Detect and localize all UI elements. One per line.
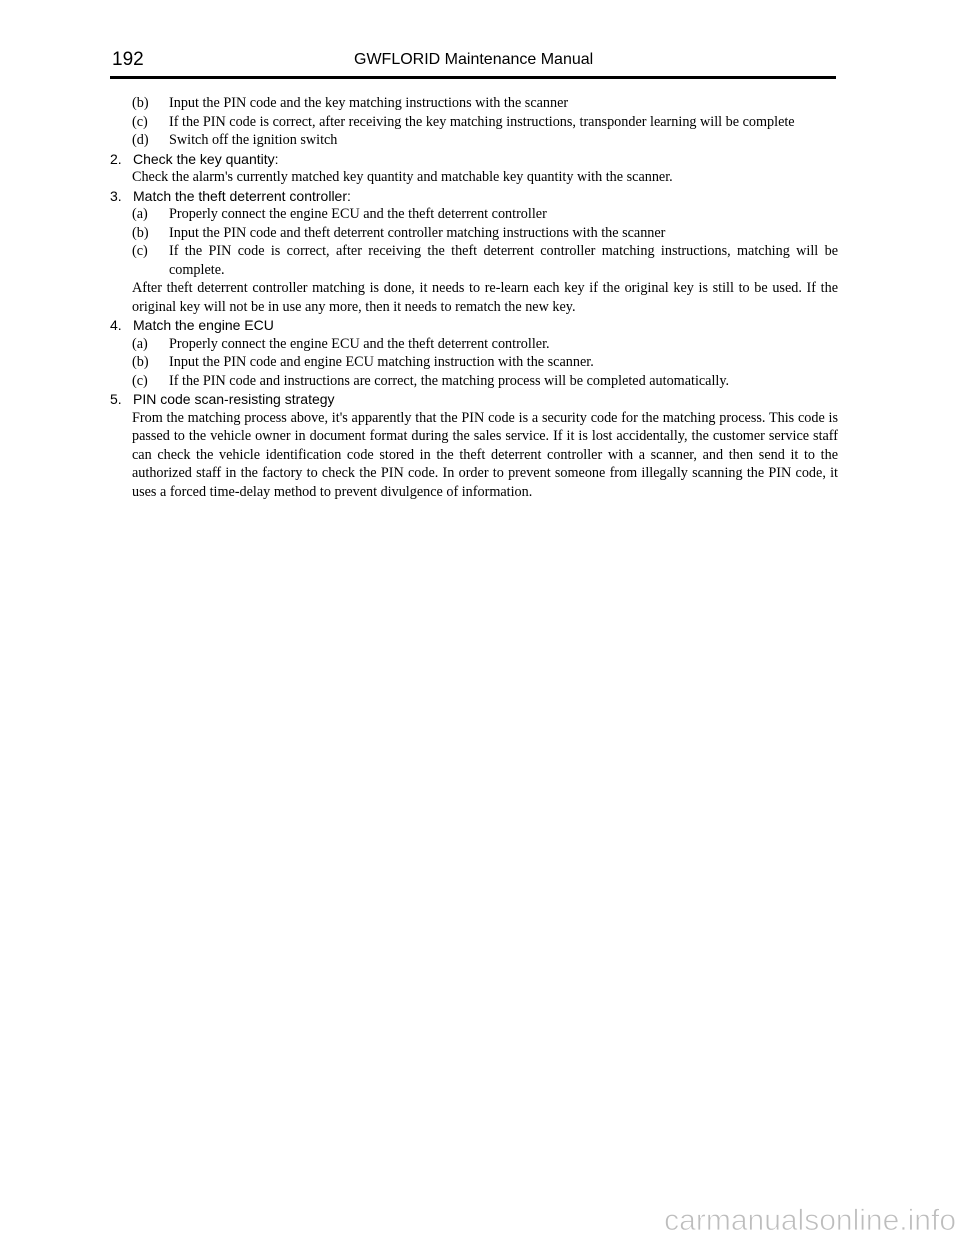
- section-number: 2.: [110, 150, 122, 167]
- section-number: 4.: [110, 317, 122, 333]
- page-number: 192: [112, 49, 144, 70]
- list-item-label: (c): [132, 243, 148, 259]
- list-item-text: If the PIN code is correct, after receiving the theft deterrent controller matching instructions, matching will be complete.: [169, 243, 838, 278]
- list-item-text: If the PIN code is correct, after receiving the key matching instructions, transponder learning will be complete: [169, 113, 795, 130]
- list-item-label: (c): [132, 113, 148, 130]
- list-item: [110, 205, 838, 224]
- list-item-label: (a): [132, 206, 148, 222]
- list-item-text: Input the PIN code and engine ECU matching instruction with the scanner.: [169, 354, 594, 370]
- list-item-label: (b): [132, 95, 149, 111]
- page-header: [110, 48, 836, 79]
- section-note: After theft deterrent controller matching is done, it needs to re-learn each key if the original key is still to be used. If the original key will not be in use any more, then it needs to rematch the new key.: [132, 280, 838, 315]
- section-title: Check the key quantity:: [133, 150, 279, 167]
- list-item: [110, 242, 838, 279]
- list-item: [110, 372, 838, 391]
- list-item-text: Input the PIN code and theft deterrent controller matching instructions with the scanner: [169, 224, 666, 241]
- list-item-text: Properly connect the engine ECU and the theft deterrent controller.: [169, 335, 550, 352]
- list-item-label: (b): [132, 224, 149, 241]
- list-item-label: (c): [132, 372, 148, 389]
- section-number: 5.: [110, 391, 122, 407]
- list-item: [110, 131, 838, 150]
- section-title: Match the theft deterrent controller:: [133, 187, 351, 204]
- section-heading: [110, 150, 838, 169]
- section-heading: [110, 316, 838, 335]
- list-item: [110, 94, 838, 113]
- list-item-text: If the PIN code and instructions are correct, the matching process will be completed automatically.: [169, 372, 730, 389]
- list-item: [110, 335, 838, 354]
- section-paragraph: From the matching process above, it's apparently that the PIN code is a security code for the matching process. This code is passed to the vehicle owner in document format during the sales service. If it is lost accidentally, the customer service staff can check the vehicle identification code stored in the theft deterrent controller with a scanner, and then send it to the authorized staff in the factory to check the PIN code. In order to prevent someone from illegally scanning the PIN code, it uses a forced time-delay method to prevent divulgence of information.: [132, 409, 838, 500]
- section-title: PIN code scan-resisting strategy: [133, 391, 335, 407]
- list-item: [110, 113, 838, 132]
- section-title: Match the engine ECU: [133, 317, 274, 333]
- page-content: [110, 94, 838, 501]
- list-item: [110, 353, 838, 372]
- section-heading: [110, 390, 838, 409]
- list-item-label: (a): [132, 335, 148, 352]
- list-item: [110, 224, 838, 243]
- list-item-text: Switch off the ignition switch: [169, 132, 338, 148]
- manual-title: GWFLORID Maintenance Manual: [354, 51, 594, 68]
- section-heading: [110, 187, 838, 206]
- watermark-text: carmanualsonline.info: [664, 1204, 956, 1237]
- list-item-label: (d): [132, 132, 149, 148]
- list-item-label: (b): [132, 354, 149, 370]
- list-item-text: Input the PIN code and the key matching instructions with the scanner: [169, 95, 569, 111]
- list-item-text: Properly connect the engine ECU and the theft deterrent controller: [169, 206, 547, 222]
- section-number: 3.: [110, 187, 122, 204]
- section-paragraph: Check the alarm's currently matched key quantity and matchable key quantity with the scanner.: [132, 169, 673, 185]
